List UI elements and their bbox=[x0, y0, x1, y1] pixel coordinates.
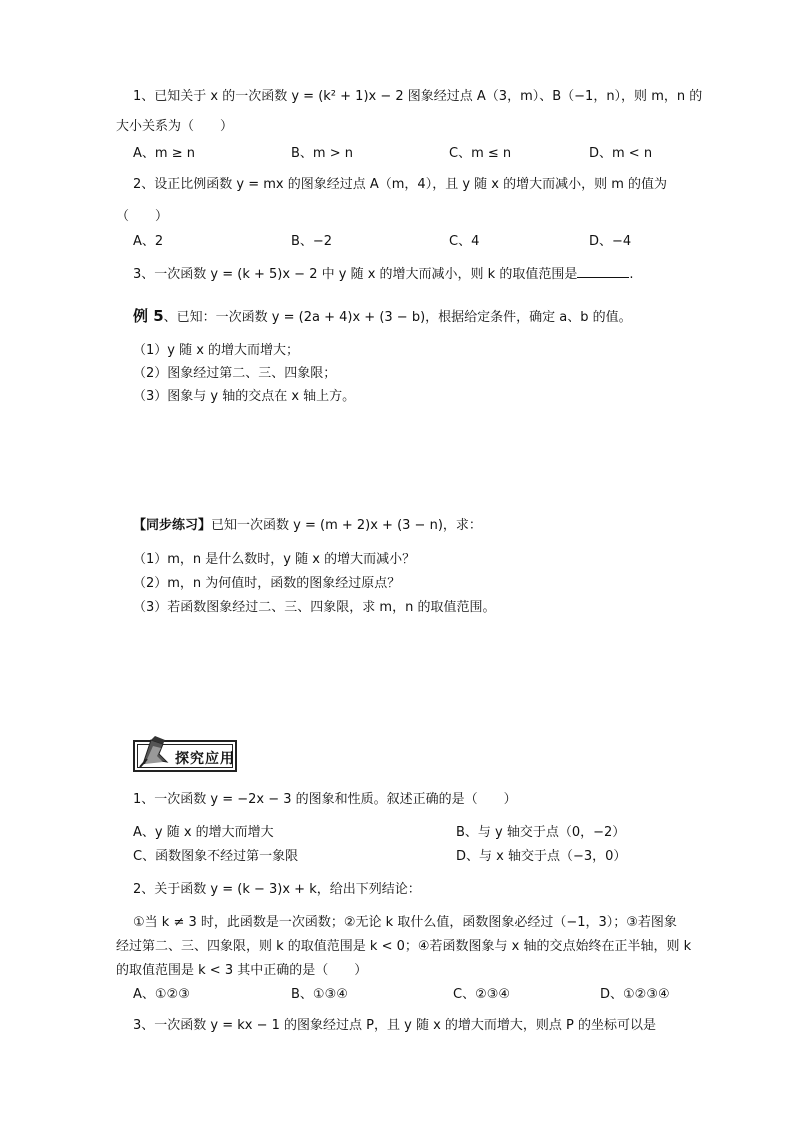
sync-item-2: （2）m，n 为何值时，函数的图象经过原点？ bbox=[133, 576, 401, 591]
p2-option-b: B、①③④ bbox=[291, 987, 348, 1002]
sync-item-3: （3）若函数图象经过二、三、四象限，求 m，n 的取值范围。 bbox=[133, 600, 496, 615]
example5-item-1: （1）y 随 x 的增大而增大； bbox=[133, 343, 300, 358]
p2-body-line1: ①当 k ≠ 3 时，此函数是一次函数；②无论 k 取什么值，函数图象必经过（−1，3）；③若图象 bbox=[133, 915, 677, 930]
q1-option-b: B、m > n bbox=[291, 146, 353, 161]
q2-option-b: B、−2 bbox=[291, 234, 333, 249]
p1-stem: 1、一次函数 y = −2x − 3 的图象和性质。叙述正确的是（ ） bbox=[133, 792, 517, 807]
section-title: 探究应用 bbox=[175, 751, 235, 767]
p2-option-c: C、②③④ bbox=[453, 987, 511, 1002]
q2-stem-line2: （ ） bbox=[116, 209, 169, 224]
q2-stem-line1: 2、设正比例函数 y = mx 的图象经过点 A（m，4），且 y 随 x 的增大而减小，则 m 的值为 bbox=[133, 177, 668, 192]
q2-option-a: A、2 bbox=[133, 234, 164, 249]
pen-nib-icon bbox=[137, 734, 171, 770]
p2-body-line2: 经过第二、三、四象限，则 k 的取值范围是 k < 0；④若函数图象与 x 轴的交点始终在正半轴，则 k bbox=[116, 939, 692, 954]
p2-stem: 2、关于函数 y = (k − 3)x + k，给出下列结论： bbox=[133, 882, 421, 897]
q2-option-c: C、4 bbox=[449, 234, 480, 249]
p1-option-b: B、与 y 轴交于点（0，−2） bbox=[456, 825, 626, 840]
p2-option-d: D、①②③④ bbox=[600, 987, 670, 1002]
q3-answer-blank[interactable] bbox=[577, 265, 629, 278]
q1-stem-line1: 1、已知关于 x 的一次函数 y = (k² + 1)x − 2 图象经过点 A（3，m）、B（−1，n），则 m，n 的 bbox=[133, 89, 703, 104]
example5-stem bbox=[133, 306, 632, 326]
sync-practice-text: 已知一次函数 y = (m + 2)x + (3 − n)，求： bbox=[211, 518, 482, 533]
section-header-box bbox=[133, 740, 237, 772]
example5-text: 、已知：一次函数 y = (2a + 4)x + (3 − b)，根据给定条件，确定 a、b 的值。 bbox=[163, 310, 632, 325]
p2-body-line3: 的取值范围是 k < 3 其中正确的是（ ） bbox=[116, 963, 368, 978]
example5-item-3: （3）图象与 y 轴的交点在 x 轴上方。 bbox=[133, 389, 356, 404]
sync-practice-stem bbox=[133, 516, 482, 536]
example5-item-2: （2）图象经过第二、三、四象限； bbox=[133, 366, 337, 381]
q1-option-a: A、m ≥ n bbox=[133, 146, 195, 161]
q1-stem-line2: 大小关系为（ ） bbox=[116, 119, 234, 134]
p3-stem: 3、一次函数 y = kx − 1 的图象经过点 P，且 y 随 x 的增大而增大，则点 P 的坐标可以是 bbox=[133, 1018, 657, 1033]
p1-option-a: A、y 随 x 的增大而增大 bbox=[133, 825, 274, 840]
p2-option-a: A、①②③ bbox=[133, 987, 190, 1002]
q1-option-c: C、m ≤ n bbox=[449, 146, 512, 161]
p1-option-c: C、函数图象不经过第一象限 bbox=[133, 849, 299, 864]
sync-practice-label: 【同步练习】 bbox=[133, 518, 212, 533]
q3-stem-text: 3、一次函数 y = (k + 5)x − 2 中 y 随 x 的增大而减小，则 k 的取值范围是 bbox=[133, 267, 578, 282]
sync-item-1: （1）m，n 是什么数时，y 随 x 的增大而减小？ bbox=[133, 552, 416, 567]
example5-label: 例 5 bbox=[133, 307, 164, 325]
q3-stem bbox=[133, 265, 633, 285]
q3-stem-end: . bbox=[629, 267, 634, 282]
q1-option-d: D、m < n bbox=[589, 146, 653, 161]
p1-option-d: D、与 x 轴交于点（−3，0） bbox=[456, 849, 627, 864]
q2-option-d: D、−4 bbox=[589, 234, 632, 249]
